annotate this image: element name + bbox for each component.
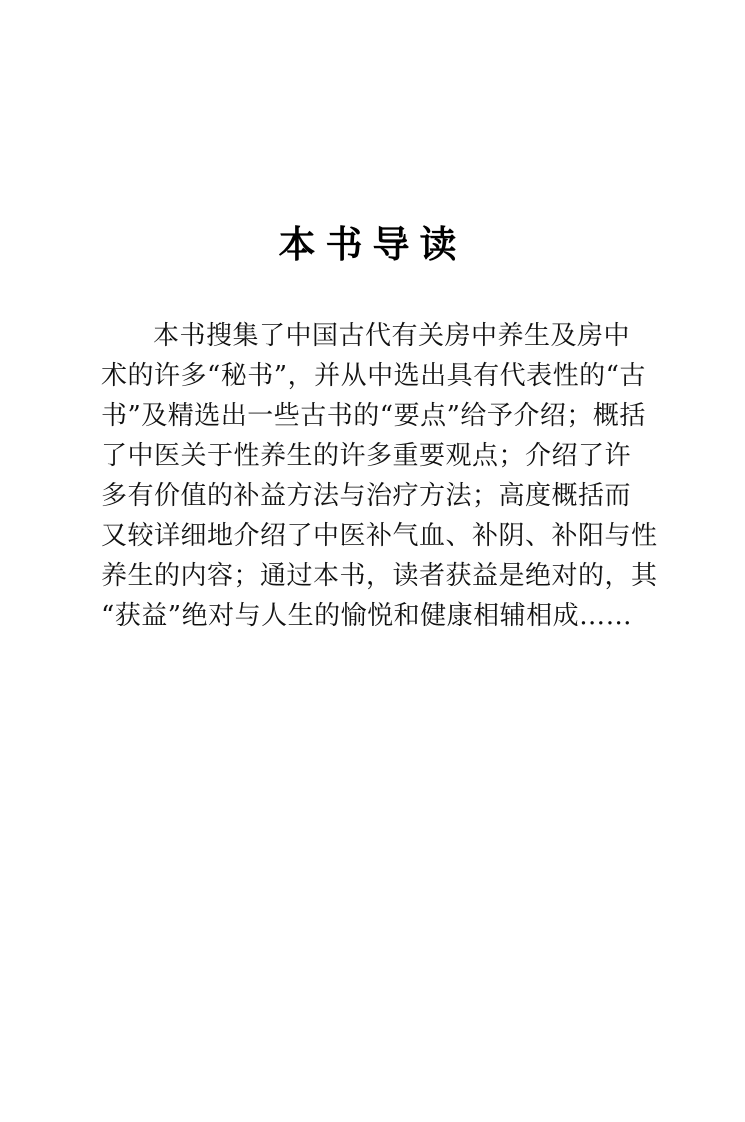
paragraph-line: “获益”绝对与人生的愉悦和健康相辅相成……	[101, 601, 633, 631]
paragraph-line: 了中医关于性养生的许多重要观点；介绍了许	[101, 441, 632, 471]
paragraph-line: 又较详细地介绍了中医补气血、补阴、补阳与性	[101, 521, 658, 551]
paragraph-line: 术的许多“秘书”，并从中选出具有代表性的“古	[101, 361, 646, 391]
paragraph-line: 多有价值的补益方法与治疗方法；高度概括而	[101, 481, 632, 511]
page-title: 本书导读	[278, 222, 467, 266]
paragraph-line: 本书搜集了中国古代有关房中养生及房中	[153, 321, 631, 351]
paragraph-line: 养生的内容；通过本书，读者获益是绝对的，其	[101, 561, 658, 591]
paragraph-line: 书”及精选出一些古书的“要点”给予介绍；概括	[101, 401, 646, 431]
intro-paragraph	[101, 316, 661, 636]
